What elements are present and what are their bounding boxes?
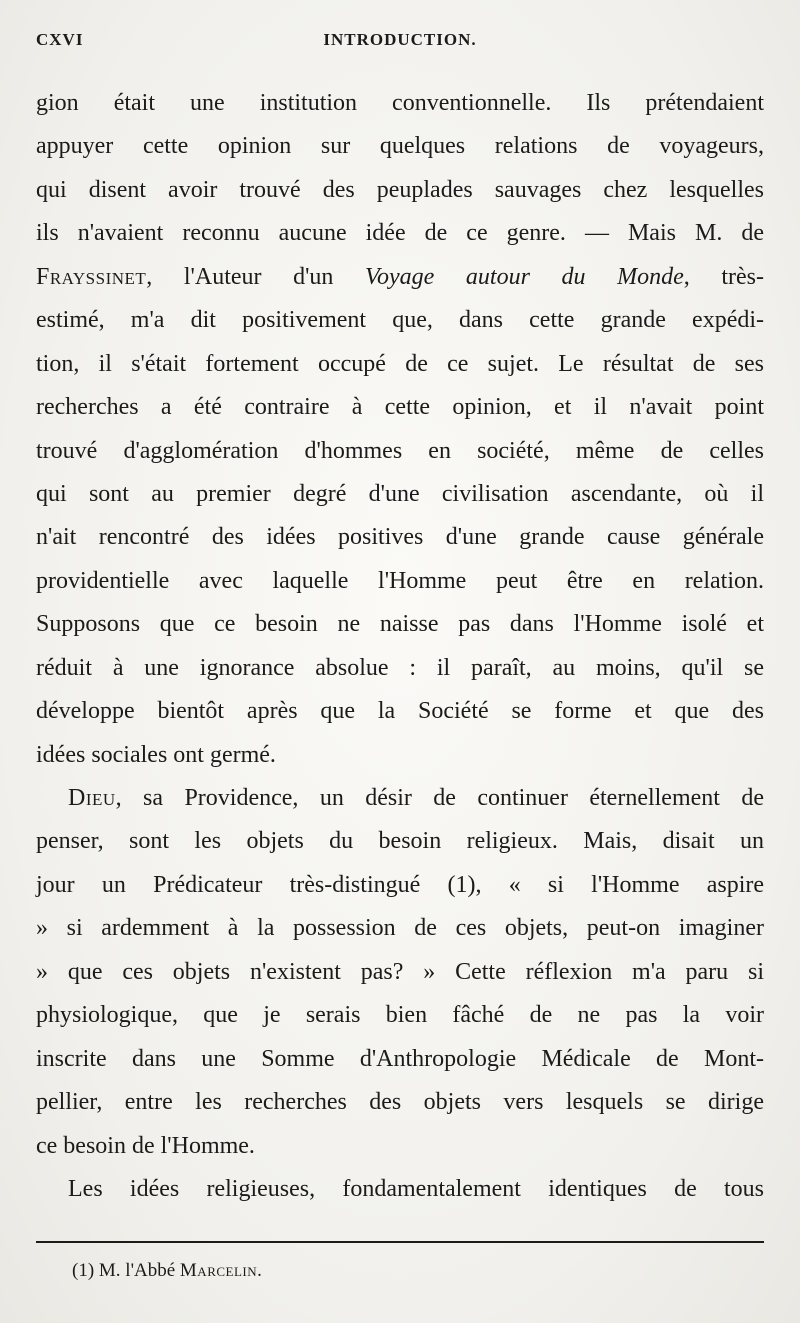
body-text (36, 82, 764, 1211)
text-line (36, 1038, 764, 1081)
text-line (36, 647, 764, 690)
text-line (36, 1081, 764, 1124)
text-line-after: , sa Providence, un désir de continuer éternellement de (115, 785, 764, 811)
text-line-text: qui disent avoir trouvé des peuplades sauvages chez lesquelles (36, 176, 764, 203)
text-line-text: ce besoin de l'Homme. (36, 1132, 255, 1159)
text-line (36, 430, 764, 473)
text-line-mid: , l'Auteur d'un (146, 263, 366, 290)
text-line (36, 386, 764, 429)
text-line-sc: Dieu (68, 785, 116, 811)
text-line-text: » que ces objets n'existent pas? » Cette réflexion m'a paru si (36, 958, 764, 985)
text-line-text: ils n'avaient reconnu aucune idée de ce genre. — Mais M. de (36, 220, 764, 247)
text-line (36, 1125, 764, 1168)
text-line (36, 994, 764, 1037)
text-line (36, 169, 764, 212)
text-line (36, 82, 764, 125)
page-number: CXVI (36, 30, 84, 49)
text-line (36, 690, 764, 733)
text-line (36, 560, 764, 603)
text-line (36, 907, 764, 950)
footnote-rule (36, 1241, 764, 1243)
text-line-text: n'ait rencontré des idées positives d'une grande cause générale (36, 524, 764, 551)
text-line-text: Les idées religieuses, fondamentalement identiques de tous (68, 1175, 764, 1202)
text-line-text: trouvé d'agglomération d'hommes en société, même de celles (36, 437, 764, 464)
text-line (36, 734, 764, 777)
text-line (36, 256, 764, 299)
text-line-text: inscrite dans une Somme d'Anthropologie Médicale de Mont- (36, 1045, 764, 1072)
footnote-name: Marcelin (179, 1260, 258, 1281)
text-line (36, 516, 764, 559)
footnote-marker: (1) M. l'Abbé (72, 1260, 180, 1281)
text-line-text: » si ardemment à la possession de ces objets, peut-on imaginer (36, 915, 764, 942)
text-line (36, 125, 764, 168)
text-line (36, 864, 764, 907)
text-line (36, 1168, 764, 1211)
running-head: INTRODUCTION. (323, 30, 477, 49)
text-line-text: appuyer cette opinion sur quelques relations de voyageurs, (36, 133, 764, 160)
text-line-text: qui sont au premier degré d'une civilisation ascendante, où il (36, 480, 764, 507)
text-line (36, 820, 764, 863)
page-header (36, 30, 764, 60)
text-line (36, 299, 764, 342)
footnote-end: . (257, 1260, 262, 1281)
text-line-text: gion était une institution conventionnelle. Ils prétendaient (36, 90, 764, 116)
text-line-text: recherches a été contraire à cette opinion, et il n'avait point (36, 394, 764, 421)
text-line-sc: Frayssinet (36, 263, 147, 290)
text-line-after: , très- (683, 263, 764, 290)
text-line (36, 343, 764, 386)
text-line (36, 603, 764, 646)
text-line (36, 212, 764, 255)
text-line (36, 777, 764, 820)
text-line-text: développe bientôt après que la Société se forme et que des (36, 698, 764, 725)
text-line-text: estimé, m'a dit positivement que, dans cette grande expédi- (36, 307, 764, 334)
footnote (72, 1258, 262, 1284)
text-line-text: penser, sont les objets du besoin religieux. Mais, disait un (36, 828, 764, 855)
text-line (36, 473, 764, 516)
text-line-italic: Voyage autour du Monde (365, 263, 684, 290)
text-line (36, 951, 764, 994)
text-line-text: idées sociales ont germé. (36, 741, 276, 768)
text-line-text: providentielle avec laquelle l'Homme peut être en relation. (36, 567, 764, 594)
text-line-text: tion, il s'était fortement occupé de ce sujet. Le résultat de ses (36, 350, 764, 377)
text-line-text: réduit à une ignorance absolue : il paraît, au moins, qu'il se (36, 654, 764, 681)
text-line-text: Supposons que ce besoin ne naisse pas dans l'Homme isolé et (36, 611, 764, 638)
text-line-text: physiologique, que je serais bien fâché de ne pas la voir (36, 1002, 764, 1029)
text-line-text: jour un Prédicateur très-distingué (1), « si l'Homme aspire (36, 871, 764, 898)
text-line-text: pellier, entre les recherches des objets vers lesquels se dirige (36, 1089, 764, 1116)
